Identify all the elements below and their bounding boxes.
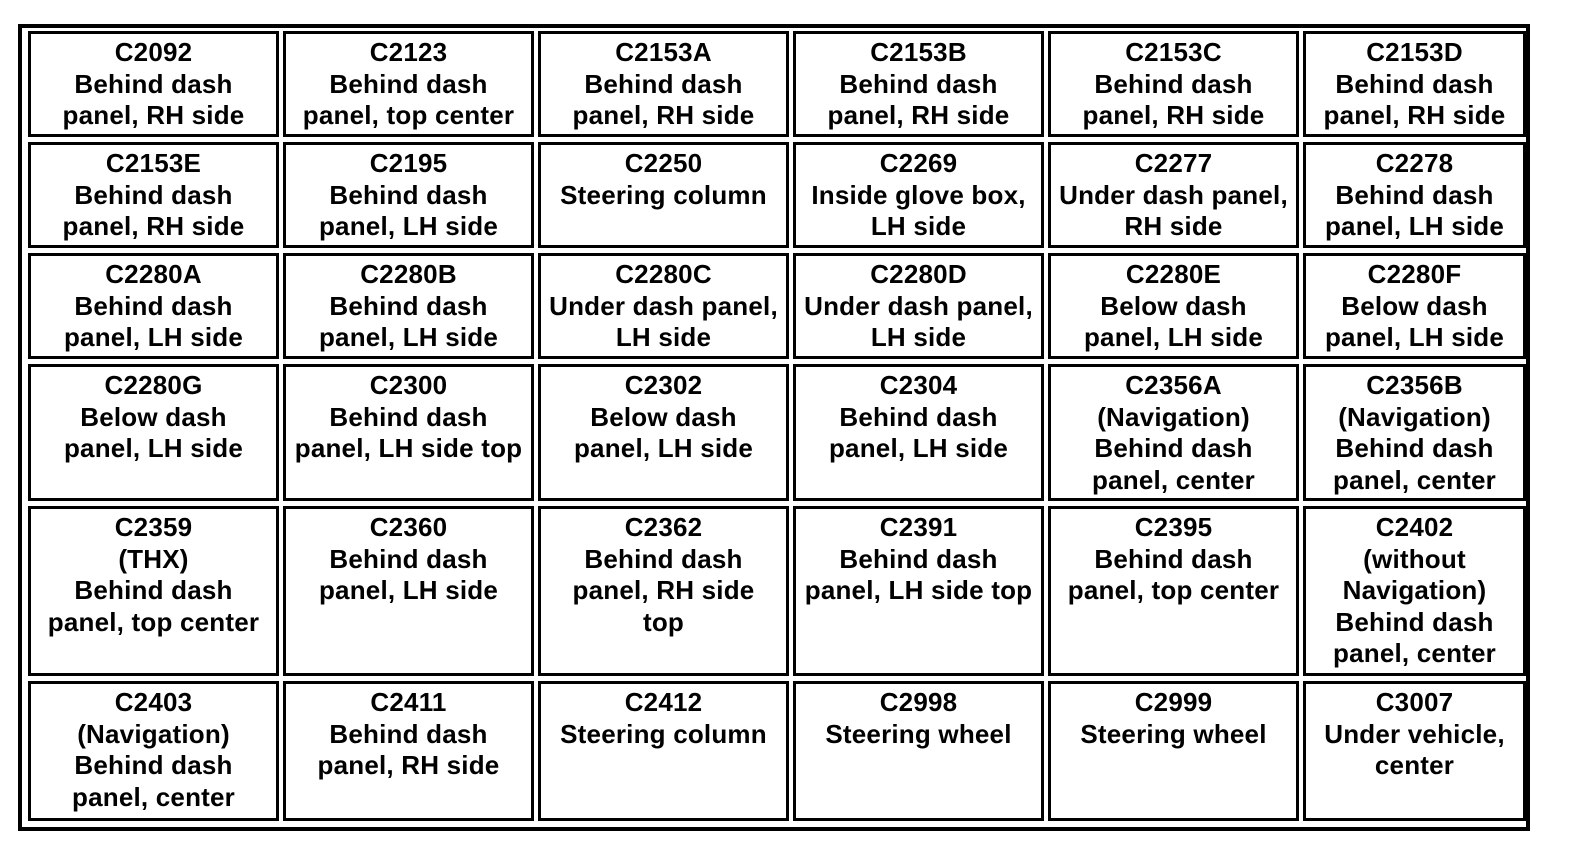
connector-id: C2280C bbox=[615, 259, 712, 289]
connector-id: C2395 bbox=[1134, 512, 1213, 542]
connector-location-text: Behind dash bbox=[329, 401, 488, 432]
connector-cell bbox=[1048, 31, 1299, 137]
connector-cell bbox=[1048, 506, 1299, 676]
connector-location-text: Below dash bbox=[1341, 290, 1488, 321]
connector-cell bbox=[793, 142, 1044, 248]
connector-id: C3007 bbox=[1375, 687, 1454, 717]
connector-location-text: panel, LH side bbox=[63, 433, 244, 463]
connector-location-text: (Navigation) bbox=[77, 718, 230, 749]
connector-id: C2280B bbox=[360, 259, 457, 289]
connector-cell bbox=[1303, 142, 1526, 248]
connector-cell bbox=[1048, 681, 1299, 821]
connector-location-text: panel, LH side bbox=[318, 211, 499, 241]
connector-location-text: panel, LH side bbox=[1324, 211, 1505, 241]
connector-location-text: RH side bbox=[1124, 211, 1223, 241]
connector-location-text: Under dash panel, bbox=[1059, 179, 1288, 210]
connector-cell bbox=[793, 31, 1044, 137]
connector-id: C2391 bbox=[879, 512, 958, 542]
connector-location-text: panel, center bbox=[1092, 464, 1255, 495]
connector-location-text: Behind dash bbox=[74, 68, 233, 99]
connector-cell bbox=[538, 142, 789, 248]
connector-location-text: panel, RH side bbox=[827, 100, 1010, 130]
connector-cell bbox=[538, 31, 789, 137]
connector-location-text: Under vehicle, bbox=[1324, 718, 1505, 749]
connector-id: C2280E bbox=[1125, 259, 1222, 289]
connector-id: C2411 bbox=[370, 687, 447, 717]
connector-location-text: Behind dash bbox=[74, 179, 233, 210]
connector-id: C2304 bbox=[879, 370, 958, 400]
connector-location-table bbox=[18, 24, 1530, 831]
connector-location-text: Behind dash bbox=[1335, 433, 1494, 463]
connector-id: C2278 bbox=[1375, 148, 1454, 178]
connector-id: C2300 bbox=[369, 370, 448, 400]
connector-location-text: Under dash panel, bbox=[549, 290, 778, 321]
connector-id: C2356A bbox=[1125, 370, 1222, 400]
connector-location-text: panel, top center bbox=[47, 606, 260, 637]
connector-location-text: Below dash bbox=[80, 401, 227, 432]
connector-cell bbox=[538, 253, 789, 359]
connector-location-text: LH side bbox=[615, 322, 712, 352]
connector-id: C2153D bbox=[1366, 37, 1463, 67]
connector-cell bbox=[283, 506, 534, 676]
connector-location-text: panel, RH side bbox=[317, 750, 500, 780]
connector-location-text: panel, center bbox=[72, 781, 235, 812]
connector-location-text: Steering column bbox=[560, 179, 767, 210]
connector-location-text: panel, LH side bbox=[1083, 322, 1264, 352]
connector-cell bbox=[283, 253, 534, 359]
connector-location-text: panel, LH side bbox=[828, 433, 1009, 463]
connector-location-text: Steering wheel bbox=[825, 718, 1012, 749]
connector-location-text: LH side bbox=[870, 322, 967, 352]
connector-location-text: (without bbox=[1363, 543, 1466, 574]
connector-id: C2280F bbox=[1367, 259, 1462, 289]
connector-location-text: Behind dash bbox=[1335, 179, 1494, 210]
connector-location-text: panel, RH side bbox=[572, 575, 755, 605]
connector-id: C2302 bbox=[624, 370, 703, 400]
connector-cell bbox=[283, 31, 534, 137]
connector-location-text: panel, RH side bbox=[572, 100, 755, 130]
connector-location-text: Navigation) bbox=[1342, 575, 1487, 605]
connector-location-text: Behind dash bbox=[74, 290, 233, 321]
connector-location-text: panel, RH side bbox=[62, 100, 245, 130]
connector-location-text: Behind dash bbox=[329, 290, 488, 321]
connector-cell bbox=[1303, 506, 1526, 676]
connector-location-text: Behind dash bbox=[329, 718, 488, 749]
connector-location-text: panel, RH side bbox=[1082, 100, 1265, 130]
connector-id: C2403 bbox=[114, 687, 193, 717]
connector-location-text: center bbox=[1374, 750, 1455, 780]
connector-location-text: top bbox=[642, 606, 685, 637]
connector-location-text: panel, top center bbox=[1067, 575, 1280, 605]
connector-location-text: Inside glove box, bbox=[811, 179, 1026, 210]
connector-id: C2250 bbox=[624, 148, 703, 178]
connector-location-text: Behind dash bbox=[74, 750, 233, 780]
connector-location-text: LH side bbox=[870, 211, 967, 241]
connector-location-text: Behind dash bbox=[1335, 68, 1494, 99]
connector-location-text: Steering column bbox=[560, 718, 767, 749]
connector-location-text: Below dash bbox=[590, 401, 737, 432]
connector-id: C2153E bbox=[105, 148, 202, 178]
connector-location-text: Behind dash bbox=[839, 68, 998, 99]
connector-location-text: Below dash bbox=[1100, 290, 1247, 321]
connector-cell bbox=[1048, 364, 1299, 501]
connector-location-text: panel, LH side bbox=[1324, 322, 1505, 352]
connector-cell bbox=[1048, 253, 1299, 359]
connector-location-text: Behind dash bbox=[1335, 606, 1494, 637]
connector-cell bbox=[1303, 681, 1526, 821]
connector-cell bbox=[538, 681, 789, 821]
connector-id: C2195 bbox=[369, 148, 448, 178]
connector-id: C2356B bbox=[1366, 370, 1463, 400]
connector-location-text: (Navigation) bbox=[1338, 401, 1491, 432]
connector-location-text: panel, RH side bbox=[62, 211, 245, 241]
connector-location-text: Steering wheel bbox=[1080, 718, 1267, 749]
connector-location-text: panel, LH side bbox=[573, 433, 754, 463]
connector-id: C2412 bbox=[624, 687, 703, 717]
connector-location-text: (Navigation) bbox=[1097, 401, 1250, 432]
connector-id: C2269 bbox=[879, 148, 958, 178]
connector-location-text: Behind dash bbox=[1094, 68, 1253, 99]
connector-id: C2999 bbox=[1134, 687, 1213, 717]
connector-cell bbox=[1048, 142, 1299, 248]
connector-location-text: panel, LH side bbox=[318, 575, 499, 605]
connector-location-text: Behind dash bbox=[584, 68, 743, 99]
connector-location-text: panel, center bbox=[1333, 464, 1496, 495]
connector-location-text: panel, LH side bbox=[318, 322, 499, 352]
connector-cell bbox=[1303, 253, 1526, 359]
connector-cell bbox=[283, 364, 534, 501]
connector-cell bbox=[28, 142, 279, 248]
connector-cell bbox=[28, 506, 279, 676]
connector-id: C2280G bbox=[104, 370, 203, 400]
connector-id: C2153B bbox=[870, 37, 967, 67]
connector-location-text: Behind dash bbox=[74, 575, 233, 605]
connector-cell bbox=[28, 364, 279, 501]
connector-location-text: Behind dash bbox=[1094, 433, 1253, 463]
connector-cell bbox=[793, 506, 1044, 676]
connector-id: C2153A bbox=[615, 37, 712, 67]
connector-id: C2362 bbox=[624, 512, 703, 542]
connector-location-text: panel, RH side bbox=[1323, 100, 1506, 130]
connector-id: C2123 bbox=[369, 37, 448, 67]
connector-id: C2360 bbox=[369, 512, 448, 542]
connector-location-text: Behind dash bbox=[329, 543, 488, 574]
connector-location-text: Behind dash bbox=[584, 543, 743, 574]
connector-cell bbox=[28, 253, 279, 359]
connector-id: C2359 bbox=[114, 512, 193, 542]
connector-cell bbox=[283, 681, 534, 821]
connector-id: C2092 bbox=[114, 37, 193, 67]
connector-cell bbox=[1303, 31, 1526, 137]
connector-id: C2998 bbox=[879, 687, 958, 717]
connector-cell bbox=[28, 681, 279, 821]
connector-location-text: panel, top center bbox=[302, 100, 515, 130]
connector-location-text: panel, LH side top bbox=[294, 433, 523, 463]
connector-cell bbox=[793, 364, 1044, 501]
connector-id: C2153C bbox=[1125, 37, 1222, 67]
connector-cell bbox=[793, 253, 1044, 359]
connector-cell bbox=[538, 506, 789, 676]
connector-location-text: Behind dash bbox=[329, 179, 488, 210]
connector-location-text: (THX) bbox=[118, 543, 189, 574]
connector-location-text: panel, LH side bbox=[63, 322, 244, 352]
connector-cell bbox=[283, 142, 534, 248]
connector-id: C2280A bbox=[105, 259, 202, 289]
connector-location-text: Behind dash bbox=[1094, 543, 1253, 574]
connector-id: C2402 bbox=[1375, 512, 1454, 542]
connector-location-text: Behind dash bbox=[329, 68, 488, 99]
connector-cell bbox=[1303, 364, 1526, 501]
connector-cell bbox=[28, 31, 279, 137]
connector-cell bbox=[793, 681, 1044, 821]
connector-location-text: Behind dash bbox=[839, 401, 998, 432]
connector-location-text: panel, center bbox=[1333, 638, 1496, 668]
connector-location-text: Under dash panel, bbox=[804, 290, 1033, 321]
connector-id: C2280D bbox=[870, 259, 967, 289]
connector-location-text: panel, LH side top bbox=[804, 575, 1033, 605]
connector-id: C2277 bbox=[1134, 148, 1213, 178]
connector-cell bbox=[538, 364, 789, 501]
connector-location-text: Behind dash bbox=[839, 543, 998, 574]
